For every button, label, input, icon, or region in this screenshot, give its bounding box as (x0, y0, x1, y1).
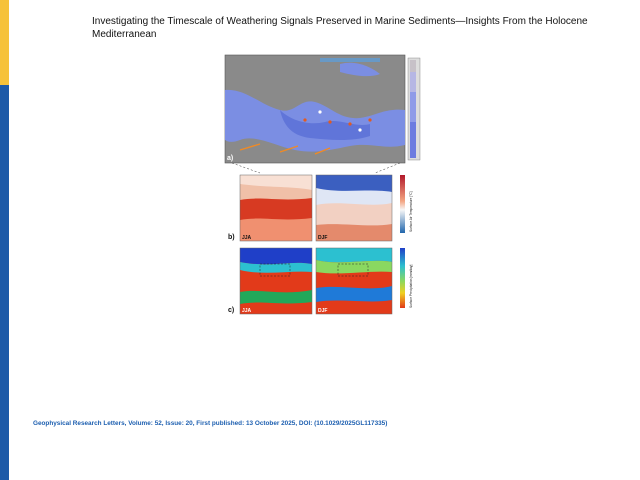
brand-side-bar (0, 85, 9, 480)
colorbar-c-label: Surface Precipitation [mm/day] (409, 264, 413, 308)
colorbar-b-label: Surface Air Temperature [°C] (409, 191, 413, 232)
panel-a-label: a) (227, 155, 234, 162)
brand-accent-bar (0, 0, 9, 85)
panel-c-label: c) (228, 307, 235, 314)
season-label-djf-b: DJF (318, 235, 328, 241)
panel-c-precipitation (228, 248, 413, 314)
season-label-jja-c: JJA (242, 308, 252, 314)
season-label-jja-b: JJA (242, 235, 252, 241)
figure (220, 50, 425, 320)
slide-title: Investigating the Timescale of Weathering Signals Preserved in Marine Sediments—Insights From the Holocene Mediterranean (92, 16, 588, 40)
panel-b-label: b) (228, 234, 235, 241)
season-label-djf-c: DJF (318, 308, 328, 314)
panel-b-temperature (228, 163, 413, 241)
panel-a-map (225, 55, 420, 163)
citation-text: Geophysical Research Letters, Volume: 52, Issue: 20, First published: 13 October 2025, DOI: (10.1029/2025GL117335) (33, 420, 388, 427)
